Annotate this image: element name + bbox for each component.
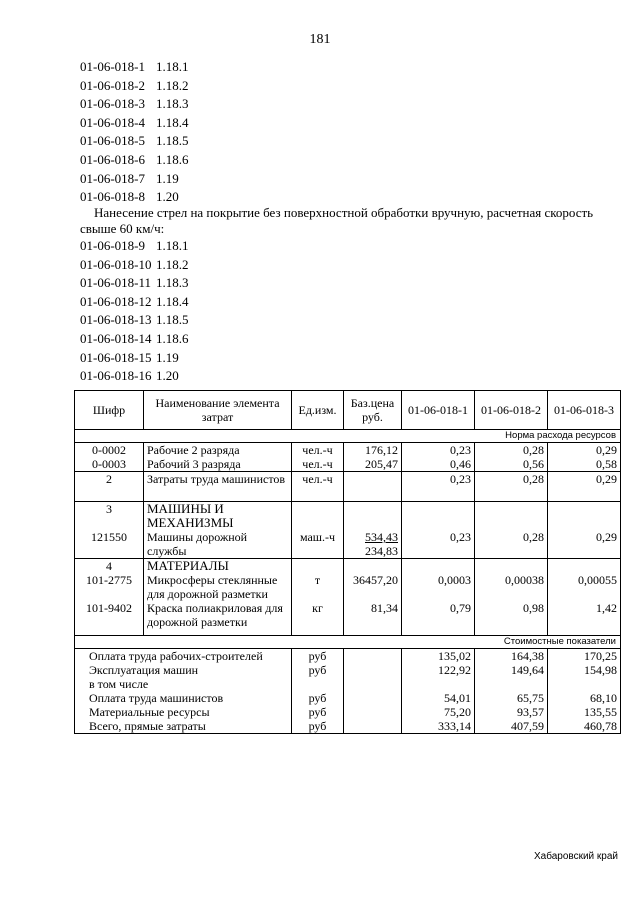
- table-cell: [344, 559, 402, 574]
- item-code: 01-06-018-1: [80, 59, 145, 74]
- header-col-2: 01-06-018-2: [475, 391, 548, 430]
- item-code: 01-06-018-2: [80, 77, 145, 93]
- item-code: 01-06-018-6: [80, 151, 145, 167]
- cell-name: Рабочий 3 разряда: [144, 457, 292, 472]
- cell-price: 36457,20: [344, 573, 402, 601]
- item-ref: 1.18.5: [156, 312, 189, 328]
- code-list-2: [80, 237, 189, 386]
- cell-name: Микросферы стеклянные для дорожной разметки: [144, 573, 292, 601]
- header-name: Наименование элемента затрат: [144, 391, 292, 430]
- item-code: 01-06-018-8: [80, 189, 145, 205]
- cost-row: [75, 691, 621, 705]
- table-cell: [292, 502, 344, 531]
- table-cell: [344, 648, 402, 663]
- cell-cost-name: Оплата труда рабочих-строителей: [75, 648, 292, 663]
- cell-value-3: 0,00055: [548, 573, 621, 601]
- code-list-item: [80, 293, 189, 312]
- cost-row: [75, 663, 621, 677]
- code-list-item: [80, 58, 189, 77]
- cell-value-3: 460,78: [548, 719, 621, 734]
- cell-unit: руб: [292, 663, 344, 677]
- cell-cost-name: в том числе: [75, 677, 292, 691]
- cell-code: 2: [75, 472, 144, 502]
- cell-value-2: 93,57: [475, 705, 548, 719]
- price-main: 534,43: [365, 530, 398, 544]
- table-cell: [344, 719, 402, 734]
- item-ref: 1.18.1: [156, 238, 189, 253]
- cell-value-1: 0,79: [402, 601, 475, 635]
- cell-code: 101-9402: [75, 601, 144, 635]
- cell-value-1: 54,01: [402, 691, 475, 705]
- cell-unit: чел.-ч: [292, 472, 344, 502]
- table-cell: [344, 705, 402, 719]
- cell-unit: руб: [292, 648, 344, 663]
- cell-price: 81,34: [344, 601, 402, 635]
- cell-value-1: 75,20: [402, 705, 475, 719]
- cell-value-2: 149,64: [475, 663, 548, 677]
- table-cell: [475, 502, 548, 531]
- table-cell: [548, 559, 621, 574]
- norm-section-row: [75, 430, 621, 443]
- cell-unit: маш.-ч: [292, 530, 344, 559]
- price-sub: 234,83: [365, 544, 398, 558]
- cell-code: 0-0002: [75, 443, 144, 458]
- table-cell: [292, 559, 344, 574]
- item-ref: 1.18.3: [156, 275, 189, 291]
- machine-row: [75, 530, 621, 559]
- table-cell: [548, 502, 621, 531]
- cell-cost-name: Эксплуатация машин: [75, 663, 292, 677]
- cell-value-1: 0,23: [402, 443, 475, 458]
- material-row: [75, 573, 621, 601]
- cell-price: 205,47: [344, 457, 402, 472]
- cell-section-title: МАШИНЫ И МЕХАНИЗМЫ: [144, 502, 292, 531]
- item-ref: 1.19: [156, 170, 179, 186]
- code-list-item: [80, 170, 189, 189]
- table-cell: [344, 663, 402, 677]
- cell-name: Машины дорожной службы: [144, 530, 292, 559]
- cell-value-2: 0,28: [475, 530, 548, 559]
- header-code: Шифр: [75, 391, 144, 430]
- table-cell: [344, 502, 402, 531]
- cell-unit: руб: [292, 691, 344, 705]
- item-code: 01-06-018-10: [80, 256, 152, 272]
- cell-value-3: 135,55: [548, 705, 621, 719]
- labor-row: [75, 457, 621, 472]
- cell-value-1: 0,0003: [402, 573, 475, 601]
- cell-name: Краска полиакриловая для дорожной разметки: [144, 601, 292, 635]
- code-list-item: [80, 256, 189, 275]
- item-ref: 1.18.6: [156, 151, 189, 167]
- section-description: Нанесение стрел на покрытие без поверхностной обработки вручную, расчетная скорость свыше 60 км/ч:: [80, 205, 594, 236]
- cell-value-2: 0,00038: [475, 573, 548, 601]
- header-col-3: 01-06-018-3: [548, 391, 621, 430]
- cell-code: 0-0003: [75, 457, 144, 472]
- cell-unit: чел.-ч: [292, 457, 344, 472]
- cell-value-3: 68,10: [548, 691, 621, 705]
- material-row: [75, 601, 621, 635]
- cost-row: [75, 648, 621, 663]
- cell-unit: кг: [292, 601, 344, 635]
- cell-value-3: 0,29: [548, 530, 621, 559]
- cell-value-2: 0,28: [475, 472, 548, 502]
- code-list-item: [80, 349, 189, 368]
- cell-value-3: 154,98: [548, 663, 621, 677]
- cell-value-1: 0,46: [402, 457, 475, 472]
- code-list-item: [80, 311, 189, 330]
- cell-section-title: МАТЕРИАЛЫ: [144, 559, 292, 574]
- cell-value-3: 0,58: [548, 457, 621, 472]
- code-list-item: [80, 151, 189, 170]
- item-ref: 1.18.6: [156, 330, 189, 346]
- cell-value-2: 0,98: [475, 601, 548, 635]
- cell-price: [344, 472, 402, 502]
- cost-row: [75, 705, 621, 719]
- footer-region: Хабаровский край: [533, 851, 618, 862]
- cell-cost-name: Всего, прямые затраты: [75, 719, 292, 734]
- cell-value-2: 65,75: [475, 691, 548, 705]
- page-number: 181: [309, 32, 331, 47]
- code-list-item: [80, 132, 189, 151]
- table-cell: [344, 691, 402, 705]
- table-header-row: [75, 391, 621, 430]
- header-price: Баз.цена руб.: [344, 391, 402, 430]
- cell-value-3: 0,29: [548, 443, 621, 458]
- cell-value-1: 135,02: [402, 648, 475, 663]
- cell-value-1: 0,23: [402, 472, 475, 502]
- cell-unit: руб: [292, 719, 344, 734]
- cell-price: [344, 530, 402, 559]
- cost-section-row: [75, 635, 621, 648]
- cell-unit: т: [292, 573, 344, 601]
- code-list-1: [80, 58, 189, 207]
- cell-unit: [292, 677, 344, 691]
- materials-section-row: [75, 559, 621, 574]
- cell-value-2: 0,28: [475, 443, 548, 458]
- code-list-item: [80, 237, 189, 256]
- cell-name: Затраты труда машинистов: [144, 472, 292, 502]
- cell-value-2: 0,56: [475, 457, 548, 472]
- cell-value-1: 122,92: [402, 663, 475, 677]
- item-ref: 1.18.2: [156, 77, 189, 93]
- item-ref: 1.18.5: [156, 133, 189, 149]
- code-list-item: [80, 367, 189, 386]
- cell-value-2: 164,38: [475, 648, 548, 663]
- item-ref: 1.18.2: [156, 256, 189, 272]
- cell-value-2: [475, 677, 548, 691]
- item-ref: 1.18.1: [156, 59, 189, 74]
- table-cell: [344, 677, 402, 691]
- table-cell: [402, 559, 475, 574]
- cell-value-1: [402, 677, 475, 691]
- cell-section-number: 4: [75, 559, 144, 574]
- code-list-item: [80, 274, 189, 293]
- machinist-row: [75, 472, 621, 502]
- item-ref: 1.18.4: [156, 114, 189, 130]
- header-unit: Ед.изм.: [292, 391, 344, 430]
- cost-row: [75, 677, 621, 691]
- code-list-item: [80, 114, 189, 133]
- cell-value-1: 333,14: [402, 719, 475, 734]
- header-col-1: 01-06-018-1: [402, 391, 475, 430]
- item-code: 01-06-018-4: [80, 114, 145, 130]
- cell-name: Рабочие 2 разряда: [144, 443, 292, 458]
- cell-value-3: 0,29: [548, 472, 621, 502]
- item-ref: 1.20: [156, 189, 179, 205]
- cost-section-row-label: Стоимостные показатели: [75, 635, 621, 648]
- item-ref: 1.18.4: [156, 293, 189, 309]
- code-list-item: [80, 330, 189, 349]
- cell-value-3: [548, 677, 621, 691]
- table-cell: [475, 559, 548, 574]
- cost-row: [75, 719, 621, 734]
- cell-value-1: 0,23: [402, 530, 475, 559]
- item-code: 01-06-018-7: [80, 170, 145, 186]
- norm-section-row-label: Норма расхода ресурсов: [75, 430, 621, 443]
- cell-price: 176,12: [344, 443, 402, 458]
- item-ref: 1.19: [156, 349, 179, 365]
- machines-section-row: [75, 502, 621, 531]
- cell-cost-name: Оплата труда машинистов: [75, 691, 292, 705]
- item-code: 01-06-018-13: [80, 312, 152, 328]
- item-code: 01-06-018-11: [80, 275, 152, 291]
- item-ref: 1.18.3: [156, 96, 189, 112]
- item-code: 01-06-018-16: [80, 368, 152, 384]
- cell-value-3: 170,25: [548, 648, 621, 663]
- code-list-item: [80, 188, 189, 207]
- resource-norm-table: [74, 390, 621, 734]
- item-code: 01-06-018-14: [80, 330, 152, 346]
- cell-code: 101-2775: [75, 573, 144, 601]
- cell-section-number: 3: [75, 502, 144, 531]
- item-code: 01-06-018-5: [80, 133, 145, 149]
- cell-unit: чел.-ч: [292, 443, 344, 458]
- table-cell: [402, 502, 475, 531]
- cell-code: 121550: [75, 530, 144, 559]
- item-ref: 1.20: [156, 368, 179, 384]
- cell-unit: руб: [292, 705, 344, 719]
- item-code: 01-06-018-3: [80, 96, 145, 112]
- labor-row: [75, 443, 621, 458]
- cell-value-2: 407,59: [475, 719, 548, 734]
- item-code: 01-06-018-12: [80, 293, 152, 309]
- cell-value-3: 1,42: [548, 601, 621, 635]
- item-code: 01-06-018-15: [80, 349, 152, 365]
- cell-cost-name: Материальные ресурсы: [75, 705, 292, 719]
- code-list-item: [80, 95, 189, 114]
- code-list-item: [80, 77, 189, 96]
- item-code: 01-06-018-9: [80, 238, 145, 253]
